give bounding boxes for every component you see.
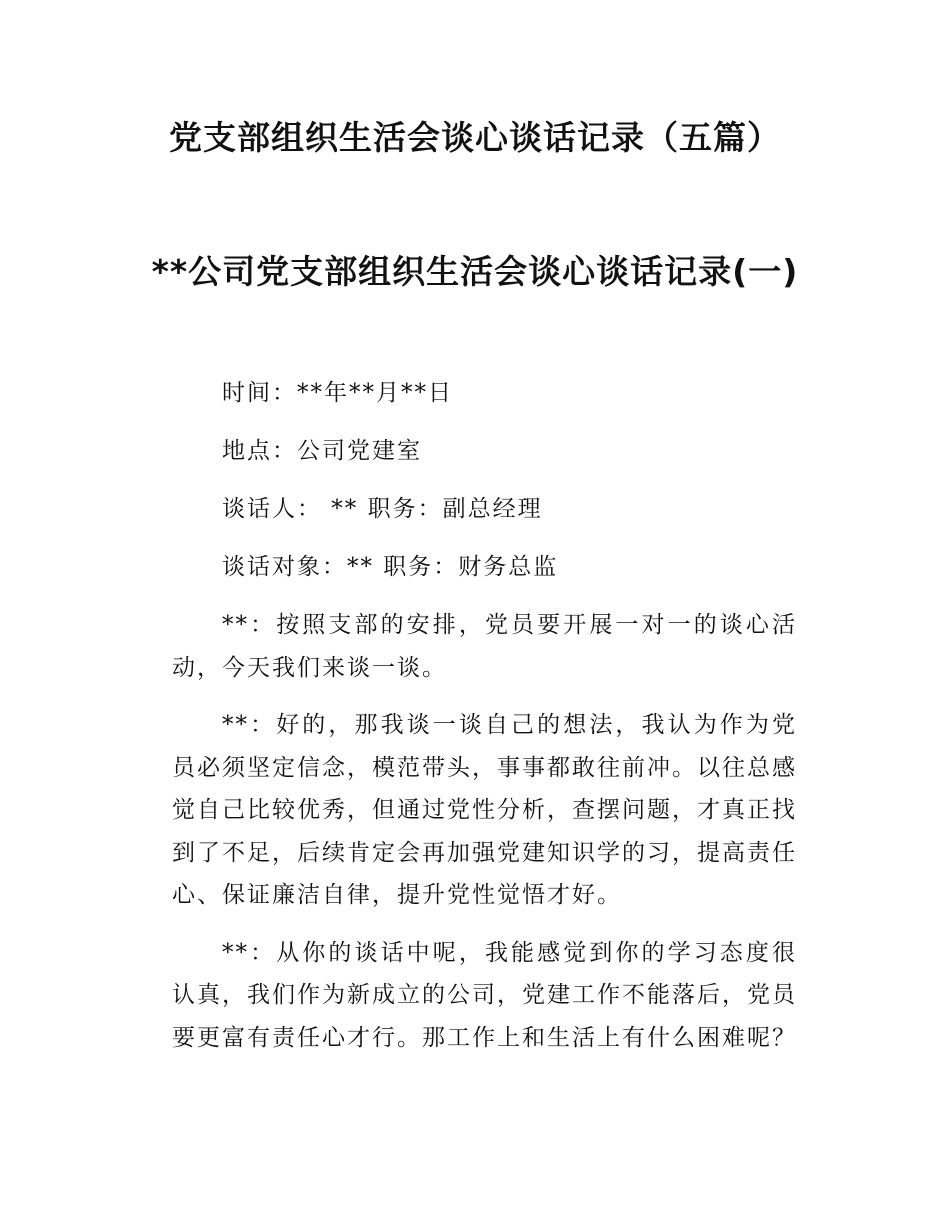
document-body [172,372,797,1074]
dialogue-paragraph: **：好的，那我谈一谈自己的想法，我认为作为党员必须坚定信念，模范带头，事事都敢往前冲。以往总感觉自己比较优秀，但通过党性分析，查摆问题，才真正找到了不足，后续肯定会再加强党建知识学的习，提高责任心、保证廉洁自律，提升党性觉悟才好。 [172,712,797,908]
dialogue-paragraph: **：按照支部的安排，党员要开展一对一的谈心活动，今天我们来谈一谈。 [172,612,797,681]
document-title: 党支部组织生活会谈心谈话记录（五篇） [169,118,781,157]
meta-interviewee: 谈话对象：** 职务：财务总监 [222,554,559,580]
meta-time: 时间：**年**月**日 [222,380,453,406]
dialogue-paragraph: **：从你的谈话中呢，我能感觉到你的学习态度很认真，我们作为新成立的公司，党建工作不能落后，党员要更富有责任心才行。那工作上和生活上有什么困难呢？ [172,939,797,1051]
section-title: **公司党支部组织生活会谈心谈话记录(一) [151,252,799,291]
meta-speaker: 谈话人： ** 职务：副总经理 [222,496,543,522]
meta-location: 地点：公司党建室 [222,438,422,464]
